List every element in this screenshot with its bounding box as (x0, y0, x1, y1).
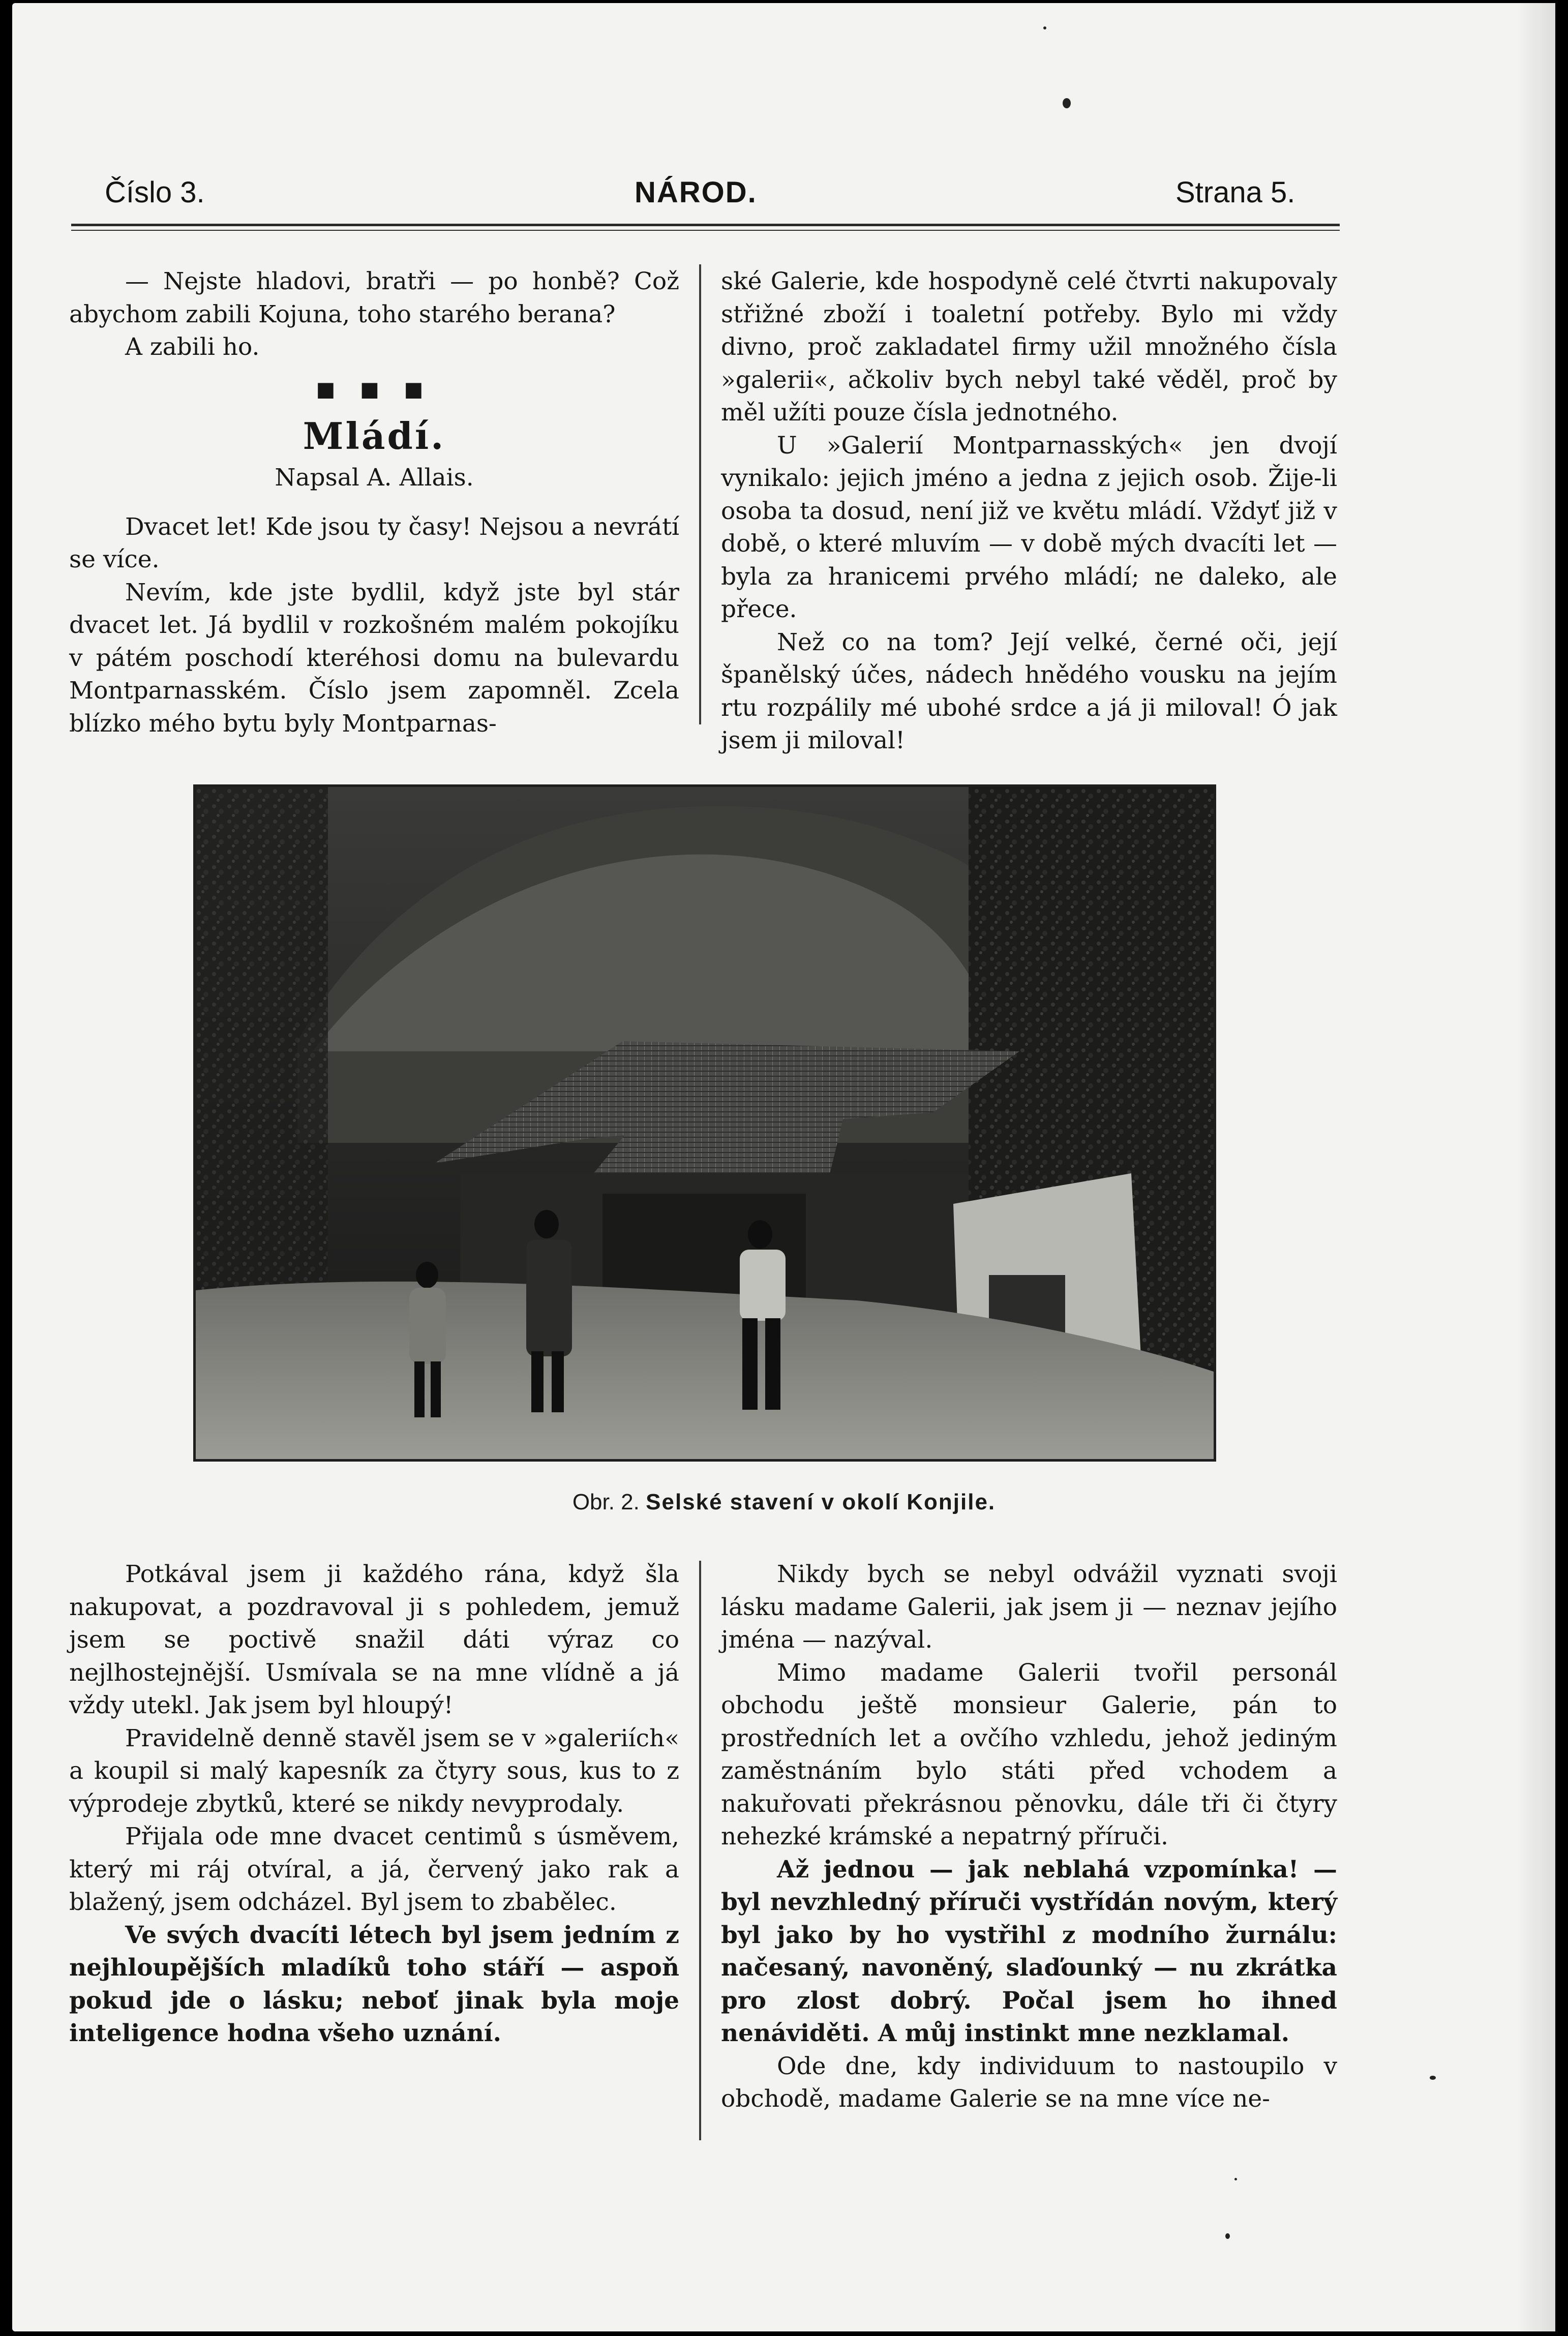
paragraph: Ve svých dvacíti létech byl jsem jedním z nejhloupějších mladíků toho stáří — aspoň pokud jde o lásku; neboť jinak byla moje inteligence hodna všeho uznání. (69, 1921, 679, 2047)
print-speck (1430, 2076, 1436, 2080)
page-number: Strana 5. (1175, 176, 1295, 209)
top-right-column (721, 265, 1337, 757)
paragraph: Nikdy bych se nebyl odvážil vyznati svoji lásku madame Galerii, jak jsem ji — neznav jejího jména — nazýval. (721, 1560, 1337, 1654)
column-divider (699, 1561, 701, 2140)
paragraph: Dvacet let! Kde jsou ty časy! Nejsou a nevrátí se více. (69, 512, 679, 573)
figure-label: Obr. 2. (572, 1490, 640, 1514)
top-left-column (69, 265, 679, 740)
print-speck (1234, 2178, 1237, 2180)
page-edge-shadow (1518, 3, 1555, 2331)
issue-number: Číslo 3. (105, 176, 205, 209)
bottom-right-column (721, 1558, 1337, 2116)
header-rule-thin (71, 230, 1340, 231)
article-byline: Napsal A. Allais. (275, 464, 474, 492)
paragraph: Až jednou — jak neblahá vzpomínka! — byl nevzhledný příruči vystřídán novým, který byl jako by ho vystřihl z modního žurnálu: načesaný, navoněný, slaďounký — nu zkrátka pro zlost dobrý. Počal jsem ho ihned nenáviděti. A můj instinkt mne nezklamal. (721, 1855, 1337, 2047)
paragraph: Pravidelně denně stavěl jsem se v »galeriích« a koupil si malý kapesník za čtyry sous, kus to z výprodeje zbytků, které se nikdy nevyprodaly. (69, 1724, 679, 1818)
paragraph: Mimo madame Galerii tvořil personál obchodu ještě monsieur Galerie, pán to prostředních let a ovčího vzhledu, jehož jediným zaměstnáním bylo státi před vchodem a nakuřovati překrásnou pěnovku, dále tři či čtyry nehezké krámské a nepatrný příruči. (721, 1658, 1337, 1850)
paragraph: Ode dne, kdy individuum to nastoupilo v obchodě, madame Galerie se na mne více ne- (721, 2052, 1337, 2113)
text-line: A zabili ho. (125, 333, 260, 361)
figure-caption-text: Selské stavení v okolí Konjile. (646, 1490, 996, 1514)
photograph-farmhouse (193, 784, 1216, 1462)
photo-illustration (196, 787, 1214, 1459)
paragraph: Nevím, kde jste bydlil, když jste byl stár dvacet let. Já bydlil v rozkošném malém pokojíku v pátém poschodí kteréhosi domu na bulevardu Montparnasském. Číslo jsem zapomněl. Zcela blízko mého bytu byly Montparnas- (69, 578, 679, 738)
figure-caption (0, 1490, 1568, 1515)
column-divider (699, 264, 701, 724)
newspaper-title: NÁROD. (635, 176, 757, 209)
print-speck (1225, 2233, 1230, 2239)
paragraph: Než co na tom? Její velké, černé oči, její španělský účes, nádech hnědého vousku na jejím rtu rozpálily mé ubohé srdce a já ji miloval! Ó jak jsem ji miloval! (721, 628, 1337, 754)
paragraph: U »Galerií Montparnasských« jen dvojí vynikalo: jejich jméno a jedna z jejich osob. Žije-li osoba ta dosud, není již ve květu mládí. Vždyť již v době, o které mluvím — v době mých dvacíti let — byla za hranicemi prvého mládí; ne daleko, ale přece. (721, 431, 1337, 623)
paragraph: Potkával jsem ji každého rána, když šla nakupovat, a pozdravoval ji s pohledem, jemuž jsem se poctivě snažil dáti výraz co nejlhostejnější. Usmívala se na mne vlídně a já vždy utekl. Jak jsem byl hloupý! (69, 1560, 679, 1719)
paragraph: ské Galerie, kde hospodyně celé čtvrti nakupovaly střižné zboží i toaletní potřeby. Bylo mi vždy divno, proč zakladatel firmy užil množného čísla »galerii«, ačkoliv bych nebyl také věděl, proč by měl užíti pouze čísla jednotného. (721, 267, 1337, 427)
section-separator: ■ ■ ■ (316, 377, 433, 401)
header-rule-thick (71, 224, 1340, 226)
print-speck (1043, 26, 1046, 29)
paragraph: Přijala ode mne dvacet centimů s úsměvem, který mi ráj otvíral, a já, červený jako rak a blažený, jsem odcházel. Byl jsem to zbabělec. (69, 1823, 679, 1916)
bottom-left-column (69, 1558, 679, 2050)
print-speck (1063, 98, 1071, 108)
article-title: Mládí. (303, 414, 446, 458)
text-line: — Nejste hladovi, bratři — po honbě? Což abychom zabili Kojuna, toho starého berana? (69, 267, 679, 328)
